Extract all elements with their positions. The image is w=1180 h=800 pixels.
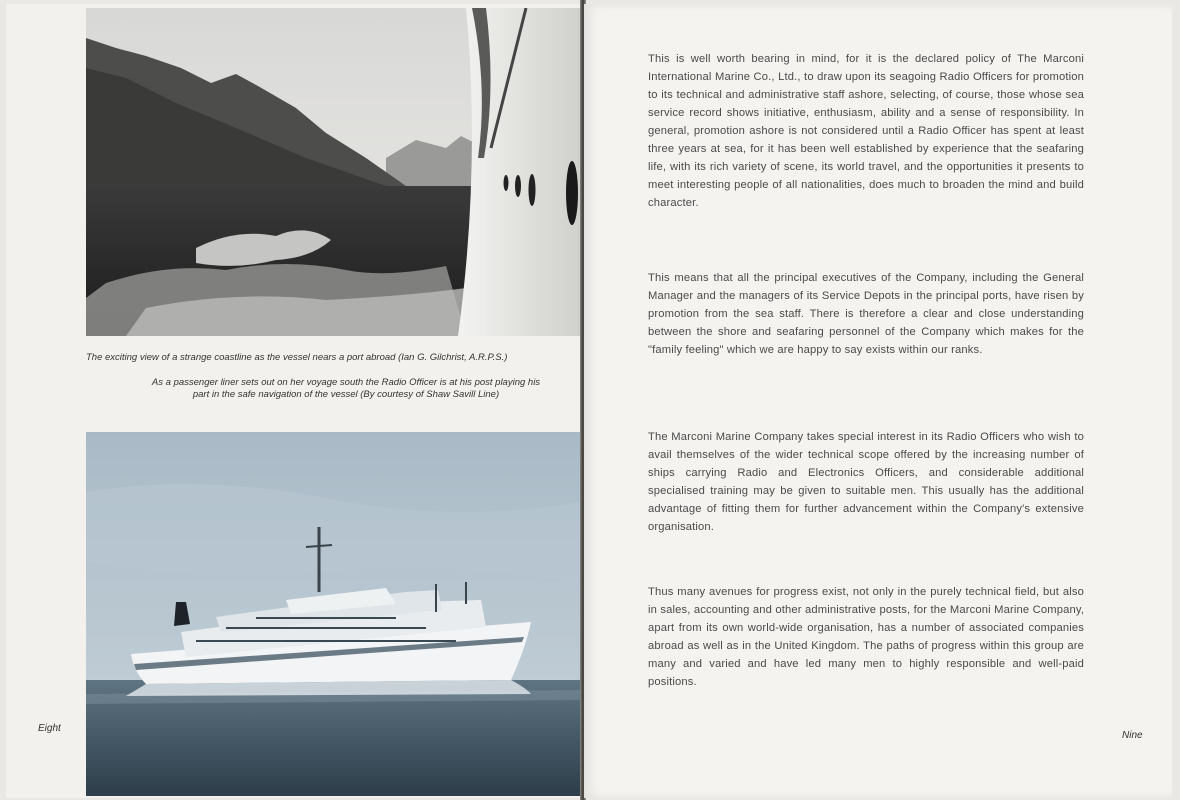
left-page: [6, 4, 582, 798]
right-page: [584, 4, 1172, 798]
coastline-caption: The exciting view of a strange coastline as the vessel nears a port abroad (Ian G. Gilchrist, A.R.P.S.): [86, 352, 508, 363]
liner-caption-line-1: As a passenger liner sets out on her voyage south the Radio Officer is at his post playing his: [151, 377, 541, 388]
page-number-left: Eight: [38, 723, 61, 734]
paragraph-1: This is well worth bearing in mind, for it is the declared policy of The Marconi International Marine Co., Ltd., to draw upon its seagoing Radio Officers for promotion to its technical and administrative staff ashore, selecting, of course, those whose sea service record shows initiative, enthusiasm, ability and a sense of responsibility. In general, promotion ashore is not considered until a Radio Officer has spent at least three years at sea, for it has been well established by experience that the seafaring life, with its rich variety of scene, its world travel, and the opportunities it presents to meet interesting people of all nationalities, does much to broaden the mind and build character.: [648, 53, 1084, 209]
paragraph-3: The Marconi Marine Company takes special interest in its Radio Officers who wish to avail themselves of the wider technical scope offered by the increasing number of ships carrying Radio and Electronics Officers, and considerable additional specialised training may be given to suitable men. This usually has the additional advantage of fitting them for further advancement within the Company's extensive organisation.: [648, 431, 1084, 533]
liner-caption-line-2: part in the safe navigation of the vessel (By courtesy of Shaw Savill Line): [192, 389, 500, 400]
coastline-photo: [86, 8, 580, 336]
page-number-right: Nine: [1122, 730, 1143, 741]
liner-photo: [86, 432, 580, 796]
paragraph-2: This means that all the principal executives of the Company, including the General Manager and the managers of its Service Depots in the principal ports, have risen by promotion from the sea staff. There is therefore a clear and close understanding between the shore and seafaring personnel of the Company which makes for the "family feeling" which we are happy to say exists within our ranks.: [648, 272, 1084, 356]
paragraph-4: Thus many avenues for progress exist, not only in the purely technical field, but also in sales, accounting and other administrative posts, for the Marconi Marine Company, apart from its own world-wide organisation, has a number of associated companies abroad as well as in the United Kingdom. The paths of progress within this group are many and varied and have led many men to highly responsible and well-paid positions.: [648, 586, 1084, 688]
